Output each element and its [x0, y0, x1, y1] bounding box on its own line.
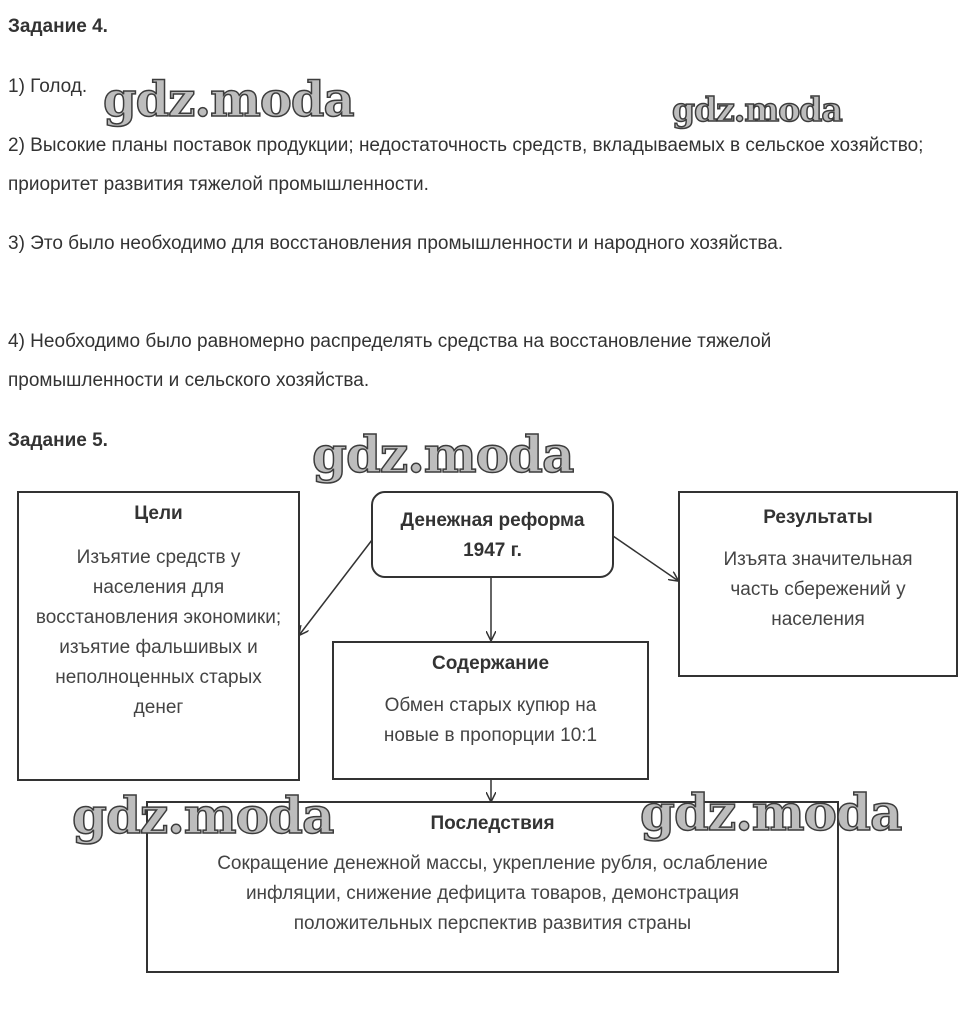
task4-answer-1: 1) Голод. [8, 76, 88, 97]
goals-body: Изъятие средств у населения для восстановления экономики; изъятие фальшивых и неполноценных старых денег [35, 547, 282, 718]
watermark-logo: gdz.moda [672, 90, 842, 129]
consequences-title: Последствия [430, 813, 555, 834]
task4-answer-3: 3) Это было необходимо для восстановления промышленности и народного хозяйства. [8, 233, 784, 254]
results-box [678, 491, 958, 677]
reform-title: Денежная реформа 1947 г. [400, 510, 585, 561]
task4-answer-4: 4) Необходимо было равномерно распределять средства на восстановление тяжелой промышленности и сельского хозяйства. [8, 331, 772, 391]
arrow-to-results [613, 536, 677, 580]
content-body: Обмен старых купюр на новые в пропорции 10:1 [383, 695, 598, 746]
watermark-logo: gdz.moda [103, 72, 354, 128]
goals-title: Цели [134, 503, 183, 524]
content-box [332, 641, 649, 780]
watermark-logo: gdz.moda [312, 425, 574, 484]
task4-answer-2: 2) Высокие планы поставок продукции; недостаточность средств, вкладываемых в сельское хозяйство; приоритет развития тяжелой промышленности. [8, 135, 924, 195]
task4-heading: Задание 4. [8, 16, 108, 37]
results-body: Изъята значительная часть сбережений у населения [723, 549, 913, 630]
results-title: Результаты [763, 507, 873, 528]
task5-heading: Задание 5. [8, 430, 108, 451]
consequences-body: Сокращение денежной массы, укрепление рубля, ослабление инфляции, снижение дефицита товаров, демонстрация положительных перспектив развития страны [217, 853, 768, 934]
reform-box [371, 491, 614, 578]
watermark-logo: gdz.moda [640, 783, 902, 842]
arrow-to-goals [300, 540, 372, 634]
content-title: Содержание [431, 653, 550, 674]
goals-box [17, 491, 300, 781]
watermark-logo: gdz.moda [72, 786, 334, 845]
